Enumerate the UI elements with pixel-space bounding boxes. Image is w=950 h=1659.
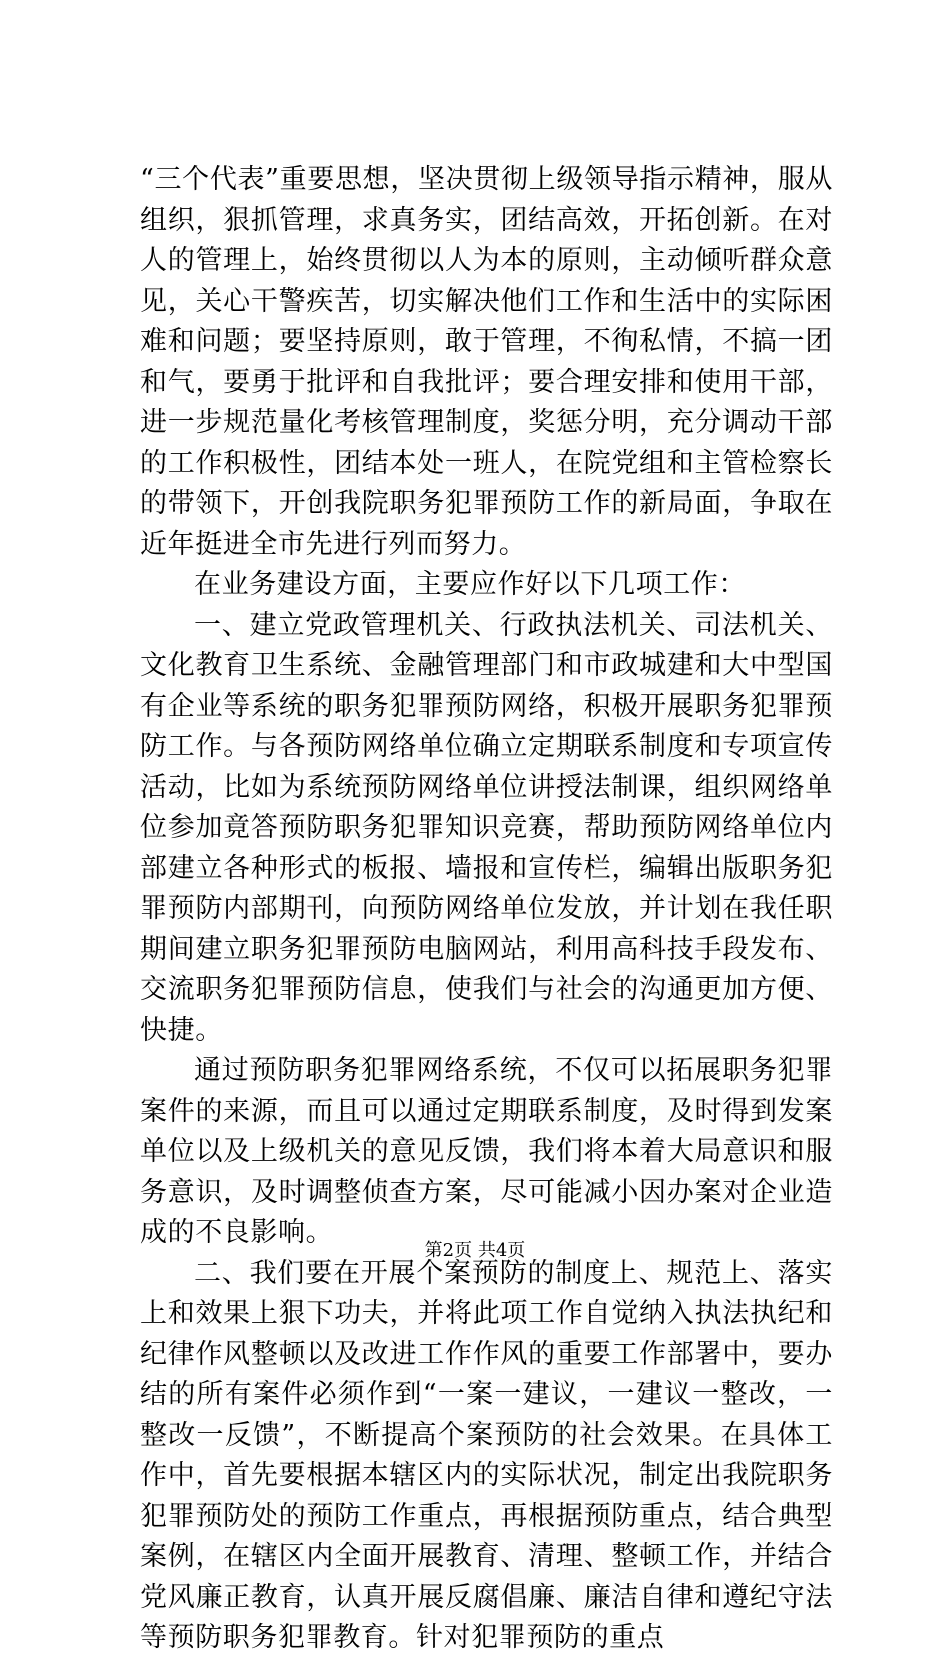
paragraph-continued: “三个代表”重要思想，坚决贯彻上级领导指示精神，服从组织，狠抓管理，求真务实，团结高效，开拓创新。在对人的管理上，始终贯彻以人为本的原则，主动倾听群众意见，关心干警疾苦，切实解决他们工作和生活中的实际困难和问题；要坚持原则，敢于管理，不徇私情，不搞一团和气，要勇于批评和自我批评；要合理安排和使用干部，进一步规范量化考核管理制度，奖惩分明，充分调动干部的工作积极性，团结本处一班人，在院党组和主管检察长的带领下，开创我院职务犯罪预防工作的新局面，争取在近年挺进全市先进行列而努力。 (140, 164, 833, 560)
paragraph-item-two: 二、我们要在开展个案预防的制度上、规范上、落实上和效果上狠下功夫，并将此项工作自觉纳入执法执纪和纪律作风整顿以及改进工作作风的重要工作部署中，要办结的所有案件必须作到“一案一建议，一建议一整改，一整改一反馈”，不断提高个案预防的社会效果。在具体工作中，首先要根据本辖区内的实际状况，制定出我院职务犯罪预防处的预防工作重点，再根据预防重点，结合典型案例，在辖区内全面开展教育、清理、整顿工作，并结合党风廉正教育，认真开展反腐倡廉、廉洁自律和遵纪守法等预防职务犯罪教育。针对犯罪预防的重点 (140, 1257, 833, 1653)
paragraph-business-intro: 在业务建设方面，主要应作好以下几项工作： (194, 569, 746, 600)
paragraph-network-benefit: 通过预防职务犯罪网络系统，不仅可以拓展职务犯罪案件的来源，而且可以通过定期联系制度，及时得到发案单位以及上级机关的意见反馈，我们将本着大局意识和服务意识，及时调整侦查方案，尽可能减小因办案对企业造成的不良影响。 (140, 1055, 833, 1248)
paragraph-item-one: 一、建立党政管理机关、行政执法机关、司法机关、文化教育卫生系统、金融管理部门和市政城建和大中型国有企业等系统的职务犯罪预防网络，积极开展职务犯罪预防工作。与各预防网络单位确立定期联系制度和专项宣传活动，比如为系统预防网络单位讲授法制课，组织网络单位参加竟答预防职务犯罪知识竞赛，帮助预防网络单位内部建立各种形式的板报、墙报和宣传栏，编辑出版职务犯罪预防内部期刊，向预防网络单位发放，并计划在我任职期间建立职务犯罪预防电脑网站，利用高科技手段发布、交流职务犯罪预防信息，使我们与社会的沟通更加方便、快捷。 (140, 609, 833, 1046)
document-body (140, 160, 833, 1659)
page-number-footer: 第2页 共4页 (424, 1240, 526, 1261)
